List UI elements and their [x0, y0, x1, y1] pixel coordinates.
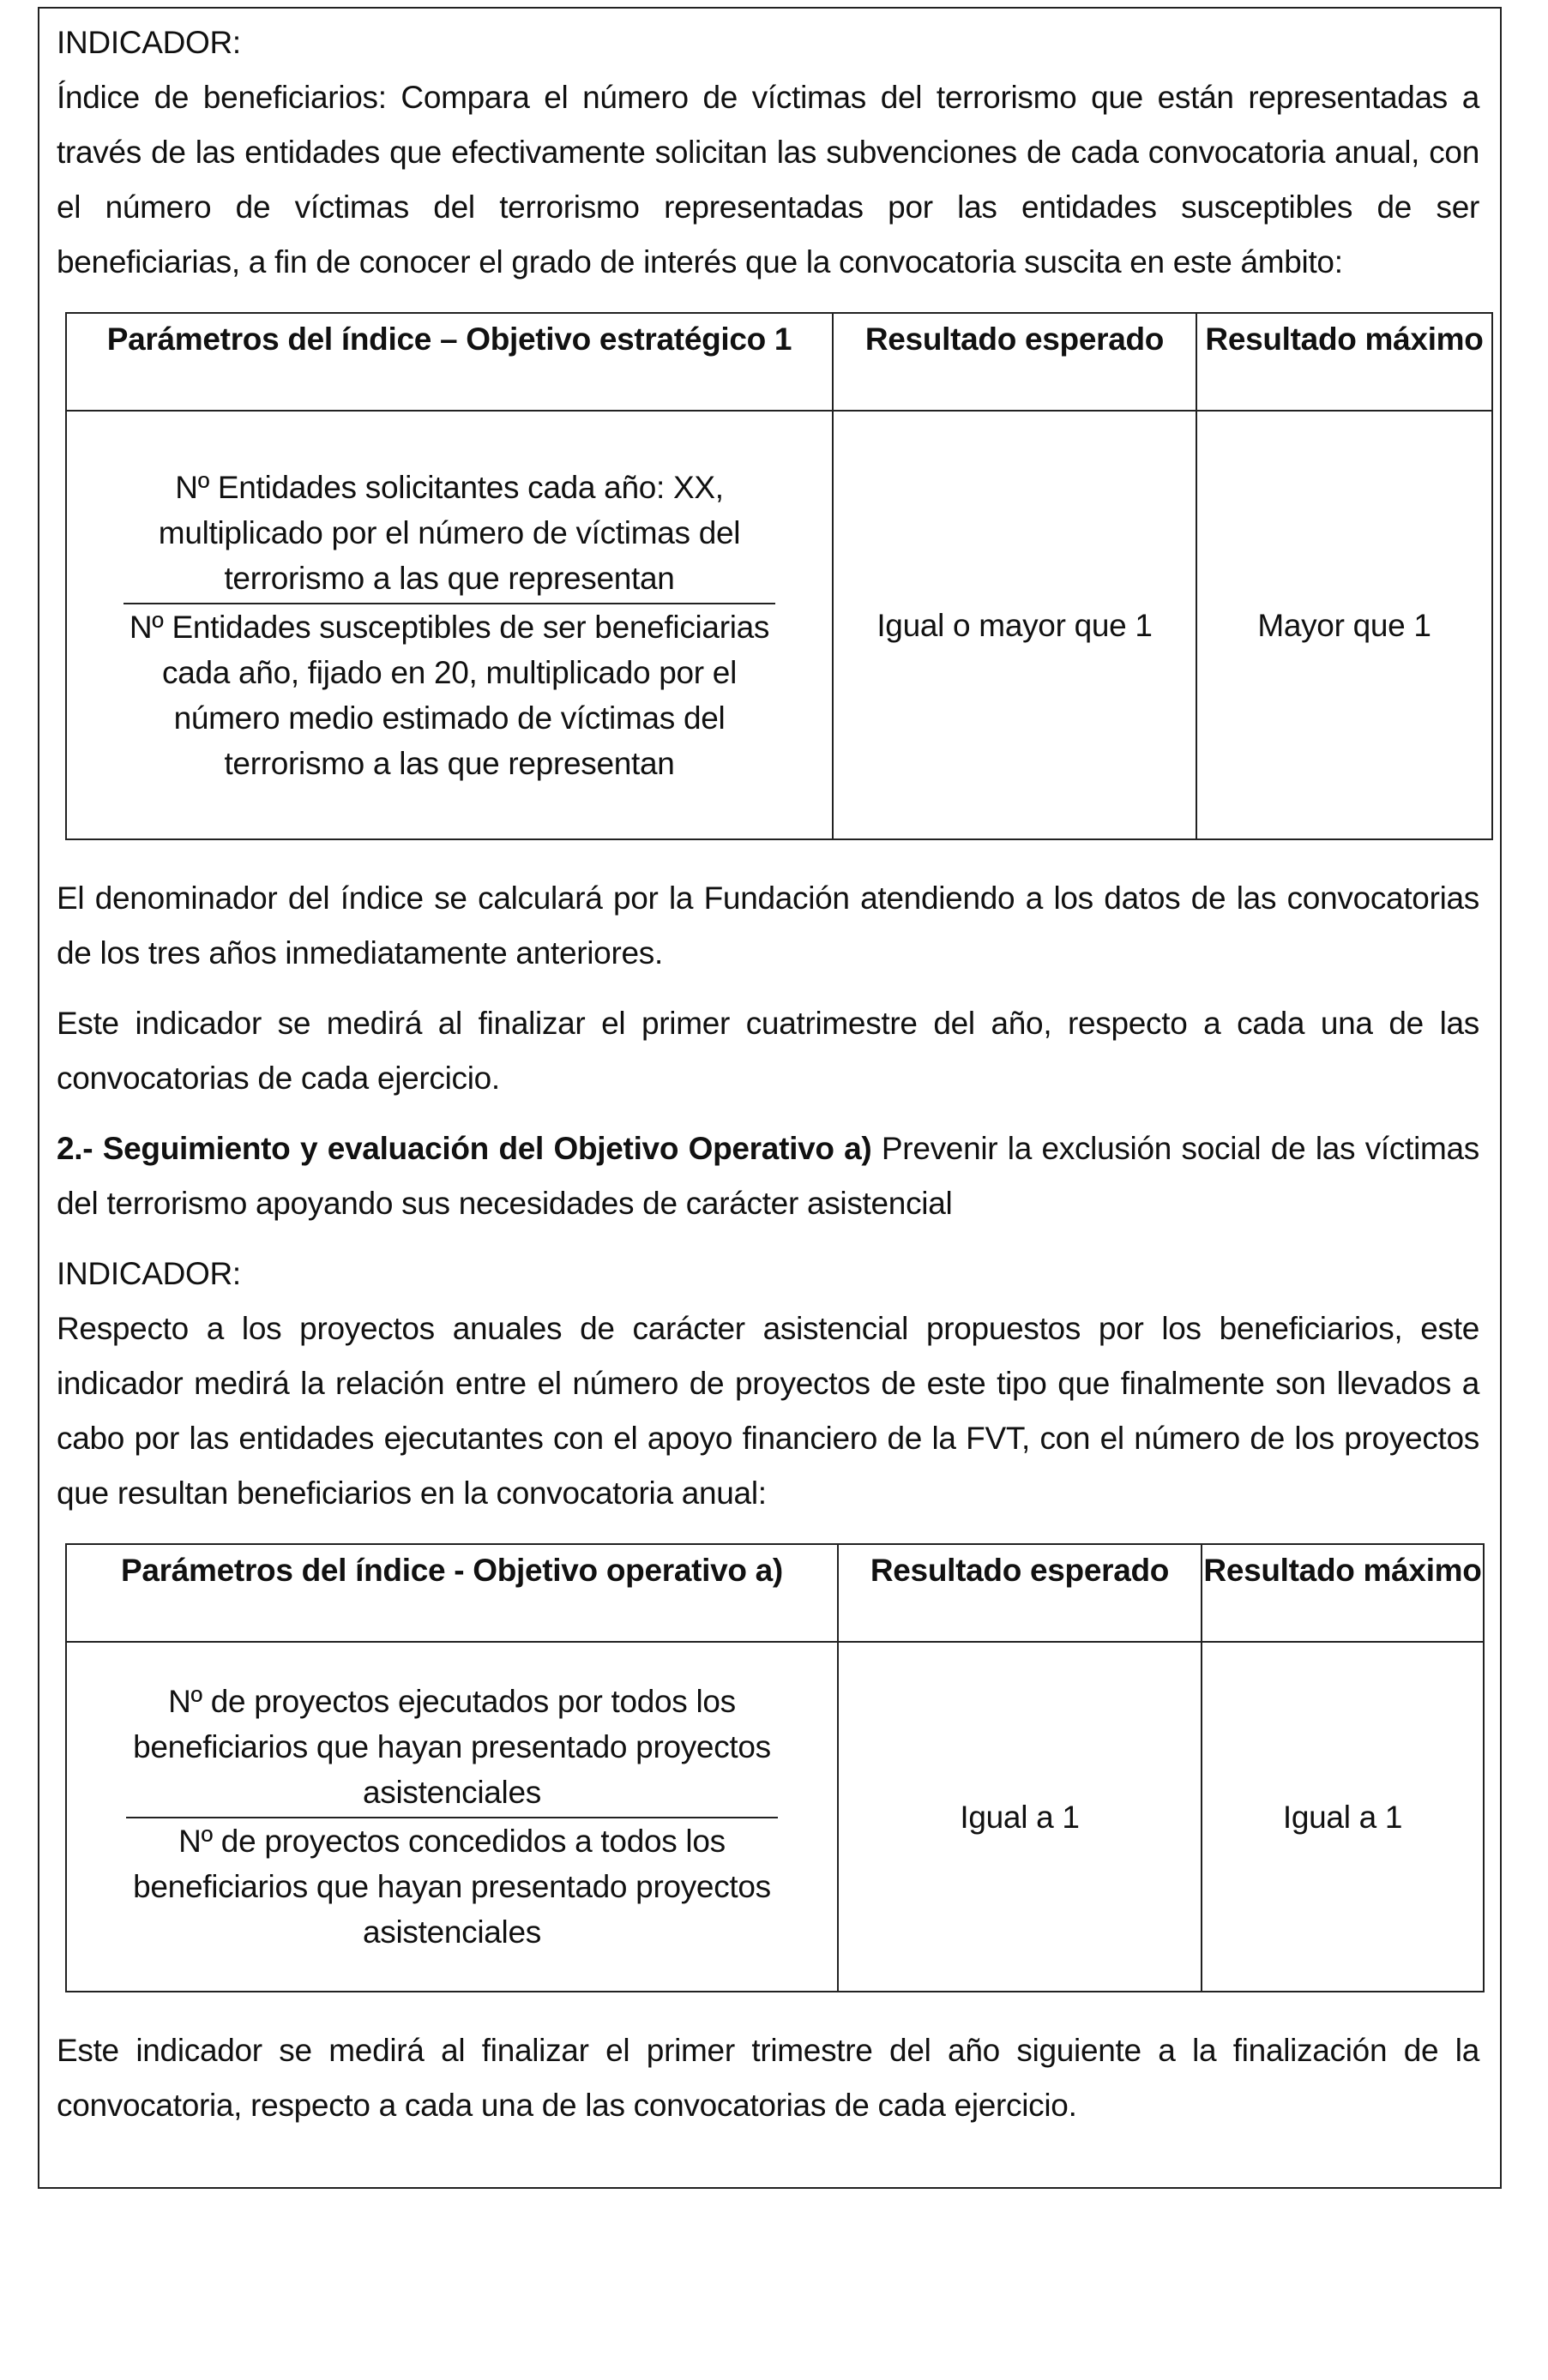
measurement-note-1: Este indicador se medirá al finalizar el primer cuatrimestre del año, respecto a cada una de las convocatorias de cada ejercicio. [57, 1006, 1479, 1096]
header-expected: Resultado esperado [838, 1544, 1202, 1642]
expected-result: Igual o mayor que 1 [833, 411, 1196, 839]
indicator-description-2: Respecto a los proyectos anuales de carácter asistencial propuestos por los beneficiarios, este indicador medirá la relación entre el número de proyectos de este tipo que finalmente son llevados a cabo por las entidades ejecutantes con el apoyo financiero de la FVT, con el número de los proyectos que resultan beneficiarios en la convocatoria anual: [57, 1311, 1479, 1511]
expected-result: Igual a 1 [838, 1642, 1202, 1992]
table-row [66, 411, 1492, 839]
header-maximum: Resultado máximo [1202, 1544, 1484, 1642]
fraction-numerator: Nº Entidades solicitantes cada año: XX, multiplicado por el número de víctimas del terrorismo a las que representan [123, 465, 775, 604]
formula-cell [66, 411, 833, 839]
maximum-result: Mayor que 1 [1196, 411, 1492, 839]
fraction-numerator: Nº de proyectos ejecutados por todos los beneficiarios que hayan presentado proyectos asistenciales [126, 1679, 778, 1818]
measurement-note-2: Este indicador se medirá al finalizar el primer trimestre del año siguiente a la finalización de la convocatoria, respecto a cada una de las convocatorias de cada ejercicio. [57, 2033, 1479, 2123]
header-parameters: Parámetros del índice – Objetivo estratégico 1 [66, 313, 833, 411]
header-parameters: Parámetros del índice - Objetivo operativo a) [66, 1544, 838, 1642]
denominator-note: El denominador del índice se calculará por la Fundación atendiendo a los datos de las convocatorias de los tres años inmediatamente anteriores. [57, 880, 1479, 971]
formula-cell [66, 1642, 838, 1992]
section-2-heading [57, 1121, 1479, 1231]
header-maximum: Resultado máximo [1196, 313, 1492, 411]
table-header-row [66, 313, 1492, 411]
section-2-heading-bold: 2.- Seguimiento y evaluación del Objetivo Operativo a) [57, 1131, 872, 1166]
fraction-denominator: Nº de proyectos concedidos a todos los beneficiarios que hayan presentado proyectos asistenciales [133, 1824, 771, 1950]
document-frame [38, 7, 1502, 2189]
table-row [66, 1642, 1484, 1992]
index-table-2 [65, 1543, 1485, 1992]
indicator-label-1: INDICADOR: [57, 25, 241, 60]
maximum-result: Igual a 1 [1202, 1642, 1484, 1992]
fraction-denominator: Nº Entidades susceptibles de ser beneficiarias cada año, fijado en 20, multiplicado por el número medio estimado de víctimas del terrorismo a las que representan [129, 609, 770, 781]
header-expected: Resultado esperado [833, 313, 1196, 411]
indicator-label-2: INDICADOR: [57, 1256, 241, 1291]
indicator-description-1: Índice de beneficiarios: Compara el número de víctimas del terrorismo que están representadas a través de las entidades que efectivamente solicitan las subvenciones de cada convocatoria anual, con el número de víctimas del terrorismo representadas por las entidades susceptibles de ser beneficiarias, a fin de conocer el grado de interés que la convocatoria suscita en este ámbito: [57, 80, 1479, 279]
fraction [126, 1679, 778, 1955]
index-table-1 [65, 312, 1493, 840]
table-header-row [66, 1544, 1484, 1642]
section-2-heading-text: Prevenir la exclusión social de las víctimas del terrorismo apoyando sus necesidades de carácter asistencial [57, 1131, 1480, 1221]
fraction [123, 465, 775, 786]
